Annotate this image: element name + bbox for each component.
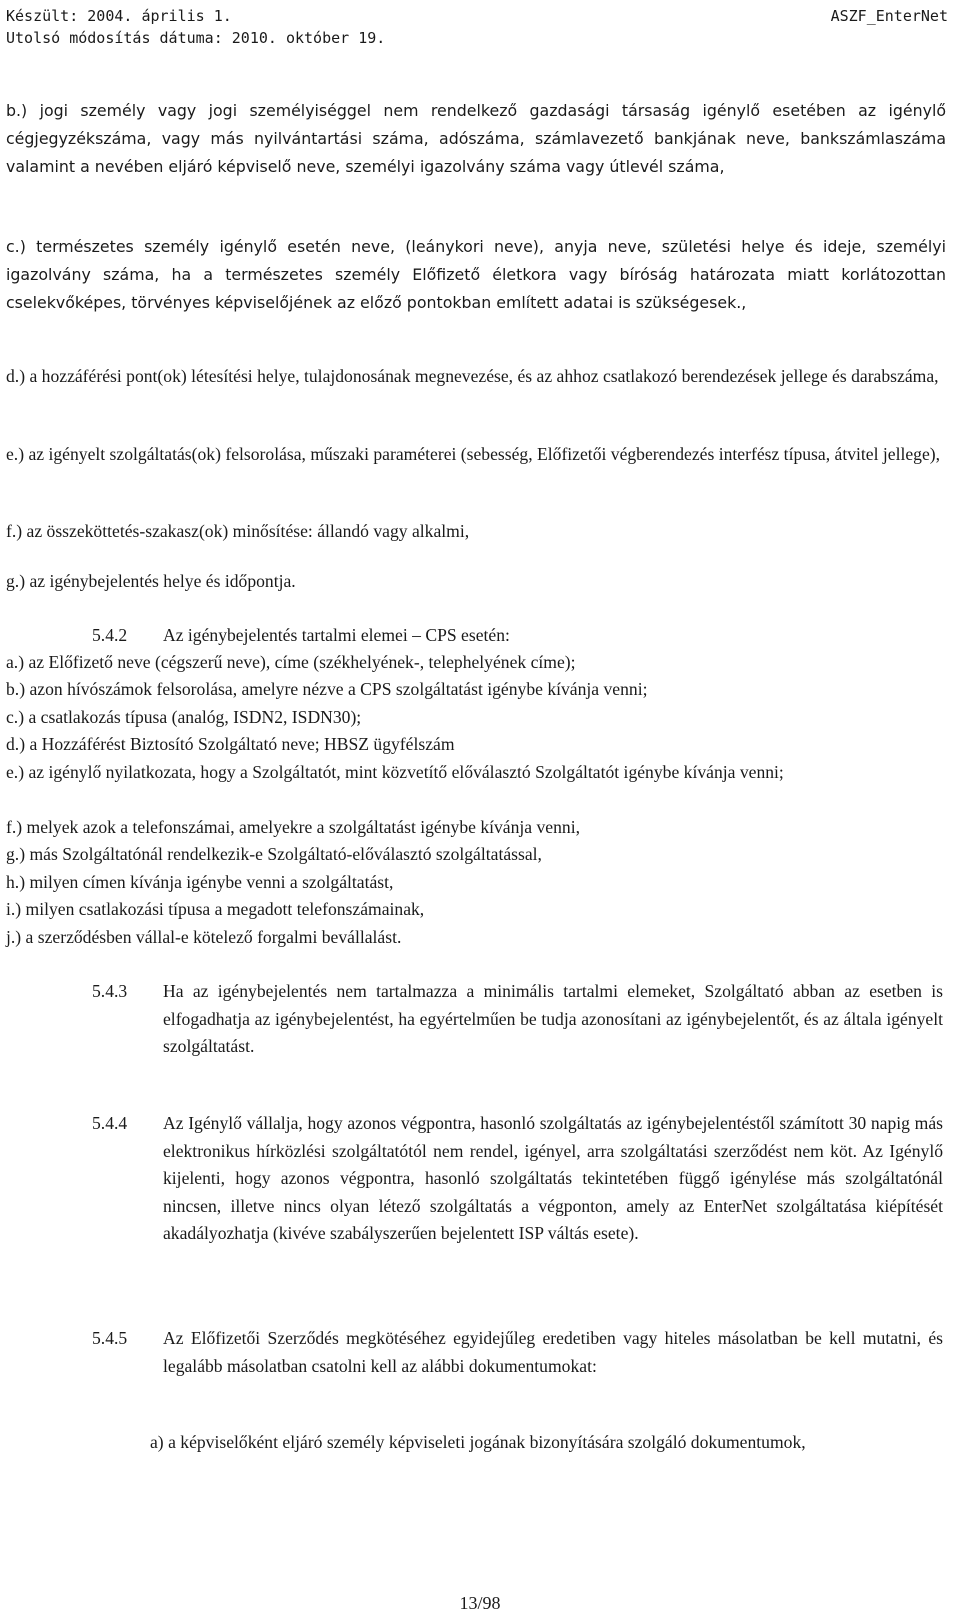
cps-item-a: a.) az Előfizető neve (cégszerű neve), címe (székhelyének-, telephelyének címe);	[6, 652, 576, 672]
list-item-c: c.) természetes személy igénylő esetén neve, (leánykori neve), anyja neve, születési helye és ideje, személyi igazolvány száma, ha a természetes személy Előfizető életkora vagy bíróság határozata miatt korlátozottan cselekvőképes, törvényes képviselőjének az előző pontokban említett adatai is szükségesek.,	[6, 237, 946, 312]
cps-item-b: b.) azon hívószámok felsorolása, amelyre nézve a CPS szolgáltatást igénybe kívánja venni;	[6, 679, 648, 699]
page-number: 13/98	[459, 1593, 501, 1613]
list-item-e: e.) az igényelt szolgáltatás(ok) felsorolása, műszaki paraméterei (sebesség, Előfizetői végberendezés interfész típusa, átvitel jellege),	[6, 444, 941, 464]
section-543-text: Ha az igénybejelentés nem tartalmazza a minimális tartalmi elemeket, Szolgáltató abban az esetben is elfogadhatja az igénybejelentést, ha egyértelműen be tudja azonosítani az igénybejelentőt, és az általa igényelt szolgáltatást.	[163, 981, 943, 1056]
section-545-number: 5.4.5	[92, 1328, 128, 1348]
list-item-d: d.) a hozzáférési pont(ok) létesítési helye, tulajdonosának megnevezése, és az ahhoz csatlakozó berendezések jellege és darabszáma,	[6, 366, 939, 386]
list-item-f: f.) az összeköttetés-szakasz(ok) minősítése: állandó vagy alkalmi,	[6, 521, 470, 541]
list-item-b: b.) jogi személy vagy jogi személyiséggel nem rendelkező gazdasági társaság igénylő esetében az igénylő cégjegyzékszáma, vagy más nyilvántartási száma, adószáma, számlavezető bankjának neve, bankszámlaszáma valamint a nevében eljáró képviselő neve, személyi igazolvány száma vagy útlevél száma,	[6, 101, 946, 176]
cps-item-d: d.) a Hozzáférést Biztosító Szolgáltató neve; HBSZ ügyfélszám	[6, 734, 455, 754]
section-544-number: 5.4.4	[92, 1113, 128, 1133]
section-542-number: 5.4.2	[92, 625, 128, 645]
cps-item-j: j.) a szerződésben vállal-e kötelező forgalmi bevállalást.	[6, 927, 402, 947]
section-545-text: Az Előfizetői Szerződés megkötéséhez egyidejűleg eredetiben vagy hiteles másolatban be kell mutatni, és legalább másolatban csatolni kell az alábbi dokumentumokat:	[163, 1328, 943, 1376]
cps-item-f: f.) melyek azok a telefonszámai, amelyekre a szolgáltatást igénybe kívánja venni,	[6, 817, 580, 837]
cps-item-h: h.) milyen címen kívánja igénybe venni a szolgáltatást,	[6, 872, 394, 892]
cps-item-i: i.) milyen csatlakozási típusa a megadott telefonszámainak,	[6, 899, 425, 919]
section-543-number: 5.4.3	[92, 981, 128, 1001]
document-id: ASZF_EnterNet	[830, 7, 948, 25]
created-date: Készült: 2004. április 1.	[6, 7, 232, 25]
cps-item-g: g.) más Szolgáltatónál rendelkezik-e Szolgáltató-előválasztó szolgáltatással,	[6, 844, 542, 864]
cps-item-e: e.) az igénylő nyilatkozata, hogy a Szolgáltatót, mint közvetítő előválasztó Szolgáltatót igénybe kívánja venni;	[6, 762, 784, 782]
section-544-text: Az Igénylő vállalja, hogy azonos végpontra, hasonló szolgáltatás az igénybejelentéstől számított 30 napig más elektronikus hírközlési szolgáltatótól nem rendel, igényel, arra szolgáltatási szerződést nem köt. Az Igénylő kijelenti, hogy azonos végpontra, hasonló szolgáltatás tekintetében függő igénylése más szolgáltatónál nincsen, illetve nincs olyan létező szolgáltatás a végponton, amely az EnterNet szolgáltatása kiépítését akadályozhatja (kivéve szabályszerűen bejelentett ISP váltás esete).	[163, 1113, 943, 1243]
section-545-sub-a: a) a képviselőként eljáró személy képviseleti jogának bizonyítására szolgáló dokumentumok,	[150, 1432, 806, 1452]
section-542-title: Az igénybejelentés tartalmi elemei – CPS esetén:	[163, 625, 510, 645]
cps-item-c: c.) a csatlakozás típusa (analóg, ISDN2, ISDN30);	[6, 707, 362, 727]
modified-date: Utolsó módosítás dátuma: 2010. október 19.	[6, 29, 386, 47]
list-item-g: g.) az igénybejelentés helye és időpontja.	[6, 571, 296, 591]
